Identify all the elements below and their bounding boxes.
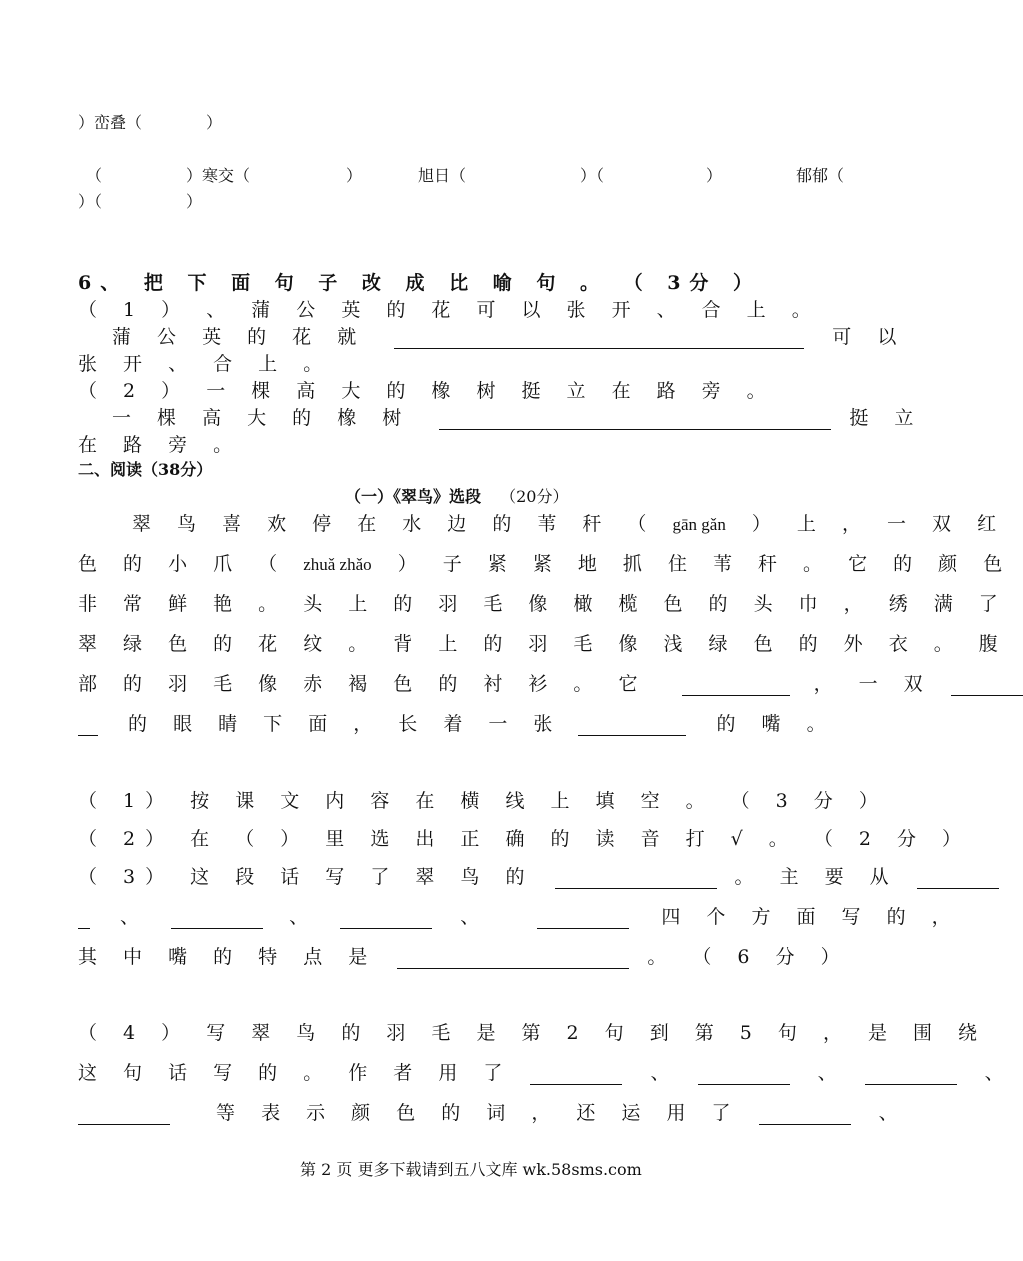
passage-line-2: 色 的 小 爪 （ zhuǎ zhǎo ） 子 紧 紧 地 抓 住 苇 秆 。 它 的 颜 色 [78, 553, 1013, 575]
vocab-line-1: ）峦叠（ ） [78, 113, 223, 132]
question-4-cont: 这 句 话 写 的 。 作 者 用 了 、 、 、 [78, 1062, 1014, 1084]
question-2: （ 2） 在 （ ） 里 选 出 正 确 的 读 音 打 √ 。 （ 2 分 ） [78, 828, 972, 850]
answer-blank[interactable] [698, 1064, 790, 1085]
q6-item2: （ 2 ） 一 棵 高 大 的 橡 树 挺 立 在 路 旁 。 [78, 380, 776, 402]
passage-line-4: 翠 绿 色 的 花 纹 。 背 上 的 羽 毛 像 浅 绿 色 的 外 衣 。 腹 [78, 633, 1008, 655]
page-footer: 第 2 页 更多下载请到五八文库 wk.58sms.com [300, 1160, 642, 1179]
answer-blank[interactable] [682, 675, 790, 696]
answer-blank[interactable] [537, 908, 629, 929]
answer-blank[interactable] [78, 1104, 170, 1125]
answer-blank[interactable] [397, 948, 629, 969]
question-4-end: 等 表 示 颜 色 的 词 ， 还 运 用 了 、 [78, 1098, 908, 1125]
passage-title: （一）《翠鸟》选段 （20分） [345, 487, 569, 506]
passage-line-6: 的 眼 睛 下 面 ， 长 着 一 张 的 嘴 。 [78, 709, 836, 736]
passage-line-1: 翠 鸟 喜 欢 停 在 水 边 的 苇 秆 （ gān gǎn ） 上 ， 一 双 红 [132, 513, 1007, 535]
question-3-end: 其 中 嘴 的 特 点 是 。 （ 6 分 ） [78, 946, 850, 968]
passage-line-3: 非 常 鲜 艳 。 头 上 的 羽 毛 像 橄 榄 色 的 头 巾 ， 绣 满 了 [78, 593, 1008, 615]
answer-blank[interactable] [951, 675, 1023, 696]
q6-item1-answer: 蒲 公 英 的 花 就 可 以 [112, 326, 907, 348]
answer-blank[interactable] [439, 409, 831, 430]
q6-item1: （ 1 ） 、 蒲 公 英 的 花 可 以 张 开 、 合 上 。 [78, 299, 821, 321]
q6-title: 6、 把 下 面 句 子 改 成 比 喻 句 。 （ 3分 ） [78, 272, 762, 294]
answer-blank[interactable] [759, 1104, 851, 1125]
answer-blank[interactable] [78, 908, 90, 929]
answer-blank[interactable] [394, 328, 804, 349]
answer-blank[interactable] [340, 908, 432, 929]
question-3-cont: 、 、 、 四 个 方 面 写 的 ， [78, 902, 961, 929]
q6-item2-answer: 一 棵 高 大 的 橡 树 挺 立 [112, 407, 924, 429]
question-4: （ 4 ） 写 翠 鸟 的 羽 毛 是 第 2 句 到 第 5 句 ， 是 围 绕 [78, 1022, 988, 1044]
question-1: （ 1） 按 课 文 内 容 在 横 线 上 填 空 。 （ 3 分 ） [78, 790, 888, 812]
answer-blank[interactable] [171, 908, 263, 929]
passage-line-5: 部 的 羽 毛 像 赤 褐 色 的 衬 衫 。 它 ， 一 双 [78, 669, 1023, 696]
vocab-line-3: ）（ ） [78, 192, 203, 211]
q6-item1-answer-cont: 张 开 、 合 上 。 [78, 353, 333, 375]
answer-blank[interactable] [530, 1064, 622, 1085]
answer-blank[interactable] [78, 715, 98, 736]
q6-item2-answer-cont: 在 路 旁 。 [78, 434, 243, 456]
answer-blank[interactable] [555, 868, 717, 889]
answer-blank[interactable] [917, 868, 999, 889]
answer-blank[interactable] [865, 1064, 957, 1085]
question-3: （ 3） 这 段 话 写 了 翠 鸟 的 。 主 要 从 [78, 862, 999, 889]
section-heading: 二、阅读（38分） [78, 460, 213, 479]
answer-blank[interactable] [578, 715, 686, 736]
